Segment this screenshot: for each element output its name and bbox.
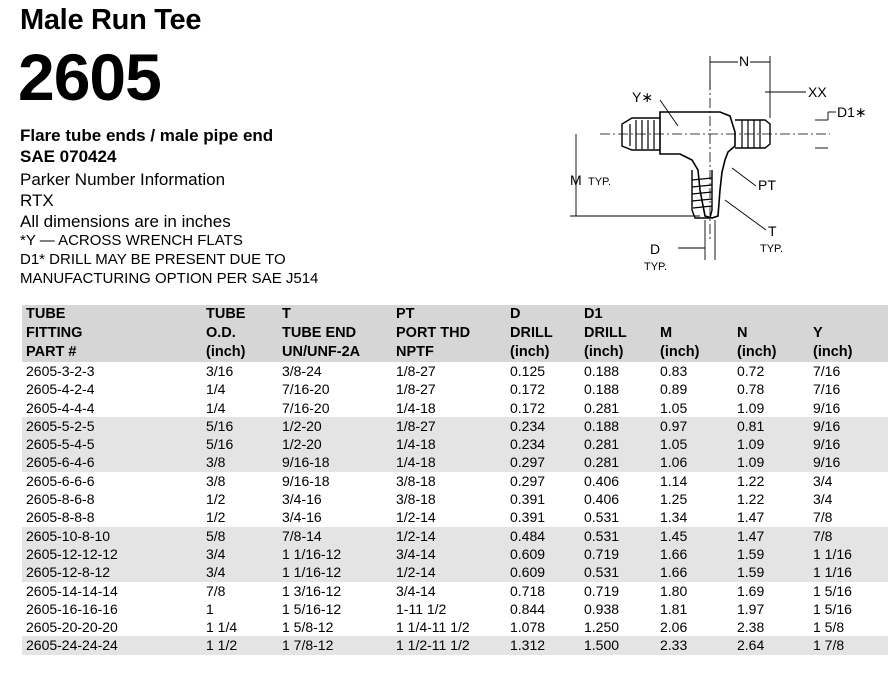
table-cell: 1.81 xyxy=(660,600,688,617)
table-cell: 7/8 xyxy=(813,509,833,526)
table-cell: 0.97 xyxy=(656,417,733,435)
table-cell: 0.297 xyxy=(510,472,546,489)
notes-block xyxy=(20,231,318,288)
column-header-line: (inch) xyxy=(813,344,853,360)
column-header-line: TUBE xyxy=(26,306,66,322)
column-header-line: O.D. xyxy=(206,325,236,341)
tee-fitting-diagram xyxy=(560,40,890,280)
table-cell: 2605-4-2-4 xyxy=(26,381,95,398)
table-cell: 0.484 xyxy=(506,527,580,545)
table-cell: 0.125 xyxy=(510,363,546,379)
table-cell: 3/8-18 xyxy=(396,491,436,508)
table-cell: 2605-5-2-5 xyxy=(22,417,202,435)
table-row xyxy=(22,527,888,545)
table-cell: 2605-24-24-24 xyxy=(22,636,202,654)
column-header-line: DRILL xyxy=(510,325,553,341)
note-line: *Y — ACROSS WRENCH FLATS xyxy=(20,232,243,249)
table-row xyxy=(22,508,888,526)
table-cell: 1.05 xyxy=(656,435,733,453)
table-cell: 1.80 xyxy=(660,582,688,599)
part-number: 2605 xyxy=(18,40,161,114)
table-cell: 9/16 xyxy=(809,417,888,435)
table-cell: 0.188 xyxy=(584,363,620,379)
table-cell: 1 3/16-12 xyxy=(282,582,342,599)
table-cell: 9/16-18 xyxy=(278,453,392,471)
table-cell: 1.312 xyxy=(506,636,580,654)
table-cell: 0.609 xyxy=(506,545,580,563)
column-header-line: PART # xyxy=(26,344,77,360)
table-row xyxy=(22,399,888,417)
table-cell: 7/8 xyxy=(206,582,226,599)
table-cell: 1/4 xyxy=(206,399,226,416)
table-cell: 1.05 xyxy=(660,399,688,416)
column-header-line: D xyxy=(510,306,521,322)
table-cell: 1 5/16 xyxy=(813,582,852,599)
table-cell: 3/4-16 xyxy=(282,491,322,508)
dim-label-m-typ: TYP. xyxy=(588,176,612,188)
table-cell: 0.78 xyxy=(737,381,765,398)
table-cell: 1/8-27 xyxy=(396,381,436,398)
table-cell: 0.938 xyxy=(584,600,620,617)
table-cell: 1 1/16 xyxy=(809,545,888,563)
table-cell: 1.69 xyxy=(737,582,765,599)
table-cell: 1.47 xyxy=(733,527,809,545)
table-cell: 0.844 xyxy=(510,600,546,617)
column-header-line: N xyxy=(737,325,748,341)
table-cell: 0.188 xyxy=(584,381,620,398)
table-cell: 3/4 xyxy=(813,491,833,508)
table-cell: 3/4 xyxy=(202,545,278,563)
column-header-line: (inch) xyxy=(206,344,246,360)
table-cell: 0.281 xyxy=(584,399,620,416)
table-cell: 1/8-27 xyxy=(396,363,436,379)
table-cell: 1.25 xyxy=(660,491,688,508)
table-cell: 1.47 xyxy=(737,509,765,526)
table-cell: 1 7/8 xyxy=(809,636,888,654)
table-cell: 7/8-14 xyxy=(278,527,392,545)
column-header-line: TUBE xyxy=(206,306,246,322)
table-cell: 5/8 xyxy=(202,527,278,545)
table-cell: 1 1/16-12 xyxy=(278,563,392,581)
column-header-line: T xyxy=(282,306,291,322)
table-cell: 2605-20-20-20 xyxy=(26,619,118,636)
table-cell: 2.06 xyxy=(660,619,688,636)
table-row xyxy=(22,582,888,600)
table-cell: 1/4-18 xyxy=(396,399,436,416)
table-cell: 0.234 xyxy=(506,417,580,435)
column-header xyxy=(733,305,809,362)
table-cell: 1.09 xyxy=(733,453,809,471)
table-row xyxy=(22,417,888,435)
table-cell: 0.531 xyxy=(584,509,620,526)
column-header xyxy=(656,305,733,362)
table-row xyxy=(22,636,888,654)
table-cell: 1/2-14 xyxy=(392,527,506,545)
table-cell: 3/8-18 xyxy=(396,472,436,489)
table-row xyxy=(22,545,888,563)
table-cell: 0.609 xyxy=(506,563,580,581)
table-cell: 1 7/8-12 xyxy=(278,636,392,654)
table-cell: 7/16-20 xyxy=(282,381,330,398)
table-cell: 1.09 xyxy=(733,435,809,453)
table-cell: 3/8 xyxy=(202,453,278,471)
subtitle-block xyxy=(20,125,273,167)
column-header xyxy=(392,305,506,362)
table-cell: 1.22 xyxy=(737,491,765,508)
column-header-line: UN/UNF-2A xyxy=(282,344,361,360)
table-cell: 3/4 xyxy=(813,472,833,489)
table-cell: 0.719 xyxy=(580,545,656,563)
table-row xyxy=(22,563,888,581)
table-cell: 1/2 xyxy=(206,491,226,508)
table-cell: 1.34 xyxy=(660,509,688,526)
column-header-line: (inch) xyxy=(737,344,777,360)
dim-label-y: Y∗ xyxy=(632,89,654,105)
table-cell: 0.172 xyxy=(510,399,546,416)
table-cell: 0.391 xyxy=(510,509,546,526)
table-cell: 3/4-14 xyxy=(396,582,436,599)
table-cell: 1 5/8 xyxy=(813,619,845,636)
table-cell: 1/4 xyxy=(206,381,226,398)
table-cell: 1 1/2-11 1/2 xyxy=(392,636,506,654)
note-line: MANUFACTURING OPTION PER SAE J514 xyxy=(20,270,319,287)
table-row xyxy=(22,435,888,453)
table-cell: 7/8 xyxy=(809,527,888,545)
table-cell: 2605-12-8-12 xyxy=(22,563,202,581)
table-cell: 1.09 xyxy=(737,399,765,416)
table-cell: 3/16 xyxy=(206,363,234,379)
column-header-line: NPTF xyxy=(396,344,434,360)
table-cell: 1 1/16-12 xyxy=(278,545,392,563)
info-block xyxy=(20,169,231,232)
table-cell: 1 1/16 xyxy=(809,563,888,581)
column-header xyxy=(506,305,580,362)
table-cell: 2605-16-16-16 xyxy=(26,600,118,617)
table-cell: 0.531 xyxy=(580,527,656,545)
table-cell: 2.64 xyxy=(733,636,809,654)
info-line: RTX xyxy=(20,191,54,210)
table-cell: 7/16 xyxy=(813,363,841,379)
table-cell: 2605-8-8-8 xyxy=(26,509,95,526)
table-cell: 1/4-18 xyxy=(392,453,506,471)
column-header-line: FITTING xyxy=(26,325,83,341)
dim-label-xx: XX xyxy=(808,84,827,100)
table-cell: 0.406 xyxy=(584,472,620,489)
dim-label-pt: PT xyxy=(758,177,776,193)
dim-label-m: M xyxy=(570,172,582,188)
table-cell: 3/8 xyxy=(206,472,226,489)
dim-label-d: D xyxy=(650,241,661,257)
column-header-line: M xyxy=(660,325,673,341)
column-header-line: D1 xyxy=(584,306,603,322)
table-cell: 1.66 xyxy=(656,545,733,563)
table-cell: 1.59 xyxy=(733,545,809,563)
table-cell: 0.188 xyxy=(580,417,656,435)
note-line: D1* DRILL MAY BE PRESENT DUE TO xyxy=(20,251,286,268)
table-cell: 0.89 xyxy=(660,381,688,398)
dim-label-t: T xyxy=(768,223,777,239)
table-cell: 3/8-24 xyxy=(282,363,322,379)
table-cell: 1.14 xyxy=(660,472,688,489)
table-cell: 7/16 xyxy=(813,381,841,398)
table-cell: 1/8-27 xyxy=(392,417,506,435)
table-cell: 2605-3-2-3 xyxy=(26,363,95,379)
info-line: All dimensions are in inches xyxy=(20,212,231,231)
table-cell: 2605-6-4-6 xyxy=(22,453,202,471)
dim-label-n: N xyxy=(738,53,750,69)
table-cell: 1-11 1/2 xyxy=(396,600,447,617)
table-cell: 9/16 xyxy=(809,435,888,453)
dim-label-t-typ: TYP. xyxy=(760,243,784,255)
table-cell: 0.531 xyxy=(580,563,656,581)
table-row xyxy=(22,618,888,636)
table-row xyxy=(22,600,888,618)
column-header-line xyxy=(813,305,888,324)
column-header-line: Y xyxy=(813,325,823,341)
table-cell: 0.391 xyxy=(510,491,546,508)
info-line: Parker Number Information xyxy=(20,170,226,189)
table-row xyxy=(22,380,888,398)
column-header xyxy=(809,305,888,362)
table-cell: 9/16-18 xyxy=(282,472,330,489)
table-cell: 5/16 xyxy=(202,417,278,435)
column-header-line: PT xyxy=(396,306,415,322)
table-cell: 1.500 xyxy=(580,636,656,654)
table-cell: 5/16 xyxy=(202,435,278,453)
table-cell: 2605-8-6-8 xyxy=(26,491,95,508)
table-cell: 1.078 xyxy=(510,619,546,636)
page-title: Male Run Tee xyxy=(20,4,202,36)
table-cell: 1/4-18 xyxy=(392,435,506,453)
table-cell: 2605-6-6-6 xyxy=(26,472,95,489)
table-cell: 0.281 xyxy=(580,435,656,453)
table-cell: 2605-4-4-4 xyxy=(26,399,95,416)
column-header-line: (inch) xyxy=(660,344,700,360)
column-header-line: DRILL xyxy=(584,325,627,341)
header-row xyxy=(22,305,888,362)
table-row xyxy=(22,490,888,508)
dimensions-table xyxy=(22,305,888,655)
column-header xyxy=(278,305,392,362)
table-cell: 3/4-16 xyxy=(282,509,322,526)
table-cell: 0.72 xyxy=(737,363,765,379)
table-cell: 1/2 xyxy=(206,509,226,526)
table-cell: 9/16 xyxy=(809,453,888,471)
table-header xyxy=(22,305,888,362)
table-cell: 2.33 xyxy=(656,636,733,654)
table-cell: 1.97 xyxy=(737,600,765,617)
table-cell: 1 5/16 xyxy=(813,600,852,617)
table-row xyxy=(22,362,888,380)
table-cell: 1 1/4-11 1/2 xyxy=(396,619,470,636)
column-header xyxy=(580,305,656,362)
table-cell: 1.59 xyxy=(733,563,809,581)
column-header xyxy=(202,305,278,362)
table-cell: 1 1/2 xyxy=(202,636,278,654)
table-cell: 0.234 xyxy=(506,435,580,453)
table-row xyxy=(22,453,888,471)
table-cell: 1/2-20 xyxy=(278,417,392,435)
column-header-line xyxy=(660,305,733,324)
dim-label-d-typ: TYP. xyxy=(644,261,668,273)
column-header xyxy=(22,305,202,362)
table-cell: 0.297 xyxy=(506,453,580,471)
table-cell: 3/4-14 xyxy=(392,545,506,563)
table-cell: 1 5/8-12 xyxy=(282,619,334,636)
table-cell: 0.83 xyxy=(660,363,688,379)
column-header-line: (inch) xyxy=(584,344,624,360)
table-cell: 2605-5-4-5 xyxy=(22,435,202,453)
table-body xyxy=(22,362,888,655)
column-header-line xyxy=(737,305,809,324)
table-cell: 0.172 xyxy=(510,381,546,398)
table-cell: 0.81 xyxy=(733,417,809,435)
table-cell: 1/2-14 xyxy=(396,509,436,526)
table-cell: 1.45 xyxy=(656,527,733,545)
subtitle-line: Flare tube ends / male pipe end xyxy=(20,126,274,145)
table-cell: 1.250 xyxy=(584,619,620,636)
table-cell: 1/2-20 xyxy=(278,435,392,453)
column-header-line: (inch) xyxy=(510,344,550,360)
column-header-line: PORT THD xyxy=(396,325,471,341)
dim-label-d1: D1∗ xyxy=(837,104,867,120)
table-row xyxy=(22,472,888,490)
table-cell: 1.66 xyxy=(656,563,733,581)
table-cell: 1 5/16-12 xyxy=(282,600,342,617)
table-cell: 2605-10-8-10 xyxy=(22,527,202,545)
column-header-line: TUBE END xyxy=(282,325,357,341)
table-cell: 2605-14-14-14 xyxy=(26,582,118,599)
table-cell: 0.718 xyxy=(510,582,546,599)
table-cell: 1.22 xyxy=(737,472,765,489)
table-cell: 0.719 xyxy=(584,582,620,599)
table-cell: 0.281 xyxy=(580,453,656,471)
table-cell: 2605-12-12-12 xyxy=(22,545,202,563)
table-cell: 1 1/4 xyxy=(206,619,238,636)
table-cell: 0.406 xyxy=(584,491,620,508)
subtitle-line: SAE 070424 xyxy=(20,147,117,166)
table-cell: 7/16-20 xyxy=(282,399,330,416)
table-cell: 3/4 xyxy=(202,563,278,581)
table-cell: 1.06 xyxy=(656,453,733,471)
table-cell: 9/16 xyxy=(813,399,841,416)
table-cell: 1/2-14 xyxy=(392,563,506,581)
table-cell: 2.38 xyxy=(737,619,765,636)
table-cell: 1 xyxy=(206,600,214,617)
